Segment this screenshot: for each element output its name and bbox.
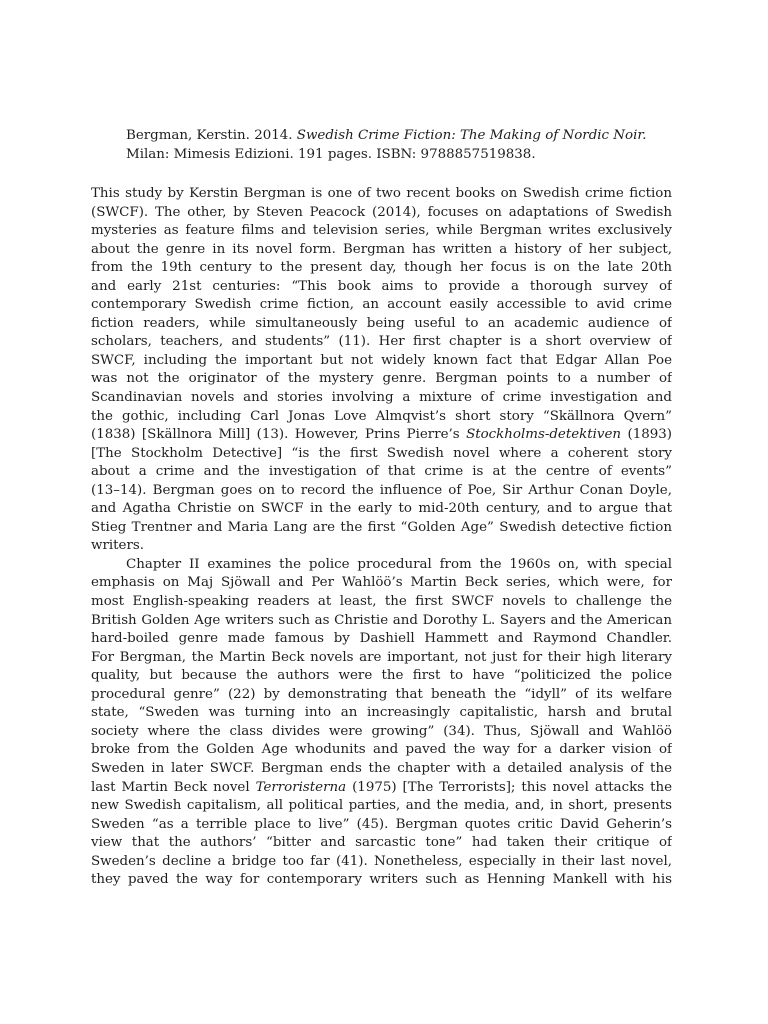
text-line: they paved the way for contemporary writers such as Henning Mankell with his — [91, 872, 672, 888]
text-line: For Bergman, the Martin Beck novels are important, not just for their high literary — [91, 649, 672, 665]
text-line: new Swedish capitalism, all political parties, and the media, and, in short, presents — [91, 798, 672, 814]
text-line: Scandinavian novels and stories involving a mixture of crime investigation and — [91, 390, 672, 406]
text-line: SWCF, including the important but not widely known fact that Edgar Allan Poe — [91, 352, 672, 368]
text-line: fiction readers, while simultaneously being useful to an academic audience of — [91, 315, 672, 331]
book-citation — [126, 127, 686, 164]
text-line: emphasis on Maj Sjöwall and Per Wahlöö’s Martin Beck series, which were, for — [91, 575, 672, 591]
text-segment: last Martin Beck novel — [91, 779, 256, 795]
text-segment: (1893) — [621, 427, 672, 443]
italic-title: Stockholms-detektiven — [466, 427, 622, 443]
text-line: most English-speaking readers at least, the first SWCF novels to challenge the — [91, 594, 672, 610]
paragraph-2 — [91, 556, 672, 890]
text-line: writers. — [91, 538, 144, 554]
text-line: scholars, teachers, and students” (11). Her first chapter is a short overview of — [91, 334, 672, 350]
text-line: about a crime and the investigation of that crime is at the centre of events” — [91, 464, 672, 480]
text-line: and Agatha Christie on SWCF in the early to mid-20th century, and to argue that — [91, 501, 672, 517]
text-line: Sweden’s decline a bridge too far (41). Nonetheless, especially in their last novel, — [91, 853, 672, 869]
text-line: contemporary Swedish crime fiction, an account easily accessible to avid crime — [91, 297, 672, 313]
text-line: (SWCF). The other, by Steven Peacock (2014), focuses on adaptations of Swedish — [91, 204, 672, 220]
review-body — [91, 185, 672, 890]
text-line: Sweden “as a terrible place to live” (45). Bergman quotes critic David Geherin’s — [91, 816, 672, 832]
text-line: and early 21st centuries: “This book aims to provide a thorough survey of — [91, 278, 672, 294]
text-line: (13–14). Bergman goes on to record the influence of Poe, Sir Arthur Conan Doyle, — [91, 482, 672, 498]
text-line: broke from the Golden Age whodunits and paved the way for a darker vision of — [91, 742, 672, 758]
text-segment: (1975) [The Terrorists]; this novel attacks the — [346, 779, 672, 795]
text-line: quality, but because the authors were the first to have “politicized the police — [91, 668, 672, 684]
text-line: mysteries as feature films and television series, while Bergman writes exclusively — [91, 223, 672, 239]
text-line — [91, 779, 672, 798]
citation-author-year: Bergman, Kerstin. 2014. — [126, 128, 297, 143]
text-line: from the 19th century to the present day, though her focus is on the late 20th — [91, 260, 672, 276]
text-line — [91, 426, 672, 445]
text-line: hard-boiled genre made famous by Dashiell Hammett and Raymond Chandler. — [91, 631, 672, 647]
text-line: about the genre in its novel form. Bergman has written a history of her subject, — [91, 241, 672, 257]
text-line: state, “Sweden was turning into an increasingly capitalistic, harsh and brutal — [91, 705, 672, 721]
text-line: the gothic, including Carl Jonas Love Almqvist’s short story “Skällnora Qvern” — [91, 408, 672, 424]
text-segment: (1838) [Skällnora Mill] (13). However, Prins Pierre’s — [91, 427, 467, 443]
text-line: British Golden Age writers such as Christie and Dorothy L. Sayers and the American — [91, 612, 672, 628]
citation-line-2: Milan: Mimesis Edizioni. 191 pages. ISBN: 9788857519838. — [126, 146, 536, 162]
text-line: procedural genre” (22) by demonstrating that beneath the “idyll” of its welfare — [91, 686, 672, 702]
text-line: Stieg Trentner and Maria Lang are the first “Golden Age” Swedish detective fiction — [91, 519, 672, 535]
citation-line-1 — [126, 127, 686, 146]
citation-book-title: Swedish Crime Fiction: The Making of Nordic Noir. — [296, 128, 647, 143]
paragraph-1 — [91, 185, 672, 556]
text-line: This study by Kerstin Bergman is one of two recent books on Swedish crime fiction — [91, 186, 672, 201]
text-line: [The Stockholm Detective] “is the first Swedish novel where a coherent story — [91, 445, 672, 461]
text-line: view that the authors’ “bitter and sarcastic tone” had taken their critique of — [91, 835, 672, 851]
text-line: society where the class divides were growing” (34). Thus, Sjöwall and Wahlöö — [91, 723, 672, 739]
italic-title: Terroristerna — [255, 779, 347, 795]
text-line: Chapter II examines the police procedural from the 1960s on, with special — [126, 556, 672, 572]
text-line: Sweden in later SWCF. Bergman ends the chapter with a detailed analysis of the — [91, 760, 672, 776]
text-line: was not the originator of the mystery genre. Bergman points to a number of — [91, 371, 672, 387]
